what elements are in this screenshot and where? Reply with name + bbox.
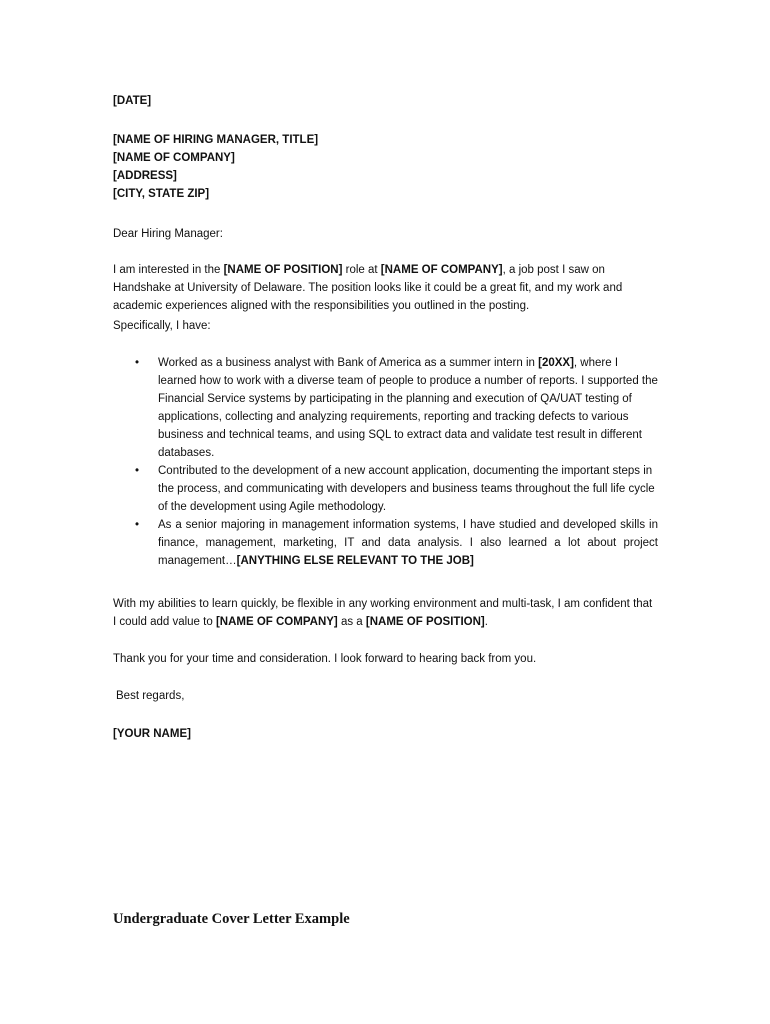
recipient-name-title: [NAME OF HIRING MANAGER, TITLE]: [113, 134, 319, 146]
salutation: Dear Hiring Manager:: [113, 228, 223, 240]
intro-text-2: role at: [342, 264, 381, 276]
bullet-icon: •: [135, 465, 140, 477]
list-item: [113, 354, 658, 462]
closing-text-1: With my abilities to learn quickly, be flexible in any working environment and multi-task, I am confident that I could add value to: [113, 598, 653, 628]
intro-paragraph: [113, 261, 658, 315]
bullet-3-text: As a senior majoring in management information systems, I have studied and developed skills in finance, management, marketing, IT and data analysis. I also learned a lot about project management…: [158, 519, 658, 567]
bullet-icon: •: [135, 519, 140, 531]
date-placeholder: [DATE]: [113, 95, 152, 107]
experience-list: [113, 354, 658, 570]
closing-text-2: as a: [337, 616, 366, 628]
bullet-2-text: Contributed to the development of a new account application, documenting the important steps in the process, and communicating with developers and business teams throughout the full life cycle of the development using Agile methodology.: [158, 465, 655, 513]
recipient-address: [ADDRESS]: [113, 170, 177, 182]
closing-company-placeholder: [NAME OF COMPANY]: [215, 616, 338, 628]
closing-text-3: .: [484, 616, 488, 628]
bullet-1-text-2: , where I learned how to work with a diverse team of people to produce a number of reports. I supported the Financial Service systems by participating in the planning and execution of QA/UAT testing of applications, collecting and analyzing requirements, reporting and tracking defects to various business and technical teams, and using SQL to extract data and validate test result in different databases.: [158, 357, 658, 459]
recipient-company: [NAME OF COMPANY]: [113, 152, 235, 164]
intro-text-1: I am interested in the: [113, 264, 224, 276]
signature-name-placeholder: [YOUR NAME]: [113, 728, 191, 740]
bullet-1-text-1: Worked as a business analyst with Bank of America as a summer intern in: [158, 357, 539, 369]
bullet-3-extra-placeholder: [ANYTHING ELSE RELEVANT TO THE JOB]: [236, 555, 474, 567]
recipient-block: [113, 131, 658, 203]
intro-position-placeholder: [NAME OF POSITION]: [223, 264, 343, 276]
bullet-icon: •: [135, 357, 140, 369]
recipient-city-state-zip: [CITY, STATE ZIP]: [113, 188, 210, 200]
list-item: [113, 516, 658, 570]
sign-off: Best regards,: [116, 690, 185, 702]
closing-paragraph: [113, 595, 658, 631]
intro-text-3: , a job post I saw on Handshake at University of Delaware. The position looks like it could be a great fit, and my work and academic experiences aligned with the responsibilities you outlined in the posting.: [113, 264, 623, 312]
thanks-line: Thank you for your time and consideration. I look forward to hearing back from you.: [113, 653, 537, 665]
closing-position-placeholder: [NAME OF POSITION]: [365, 616, 485, 628]
specifically-line: Specifically, I have:: [113, 320, 211, 332]
bullet-1-year-placeholder: [20XX]: [538, 357, 574, 369]
list-item: [113, 462, 658, 516]
document-caption: Undergraduate Cover Letter Example: [113, 911, 350, 927]
intro-company-placeholder: [NAME OF COMPANY]: [380, 264, 503, 276]
